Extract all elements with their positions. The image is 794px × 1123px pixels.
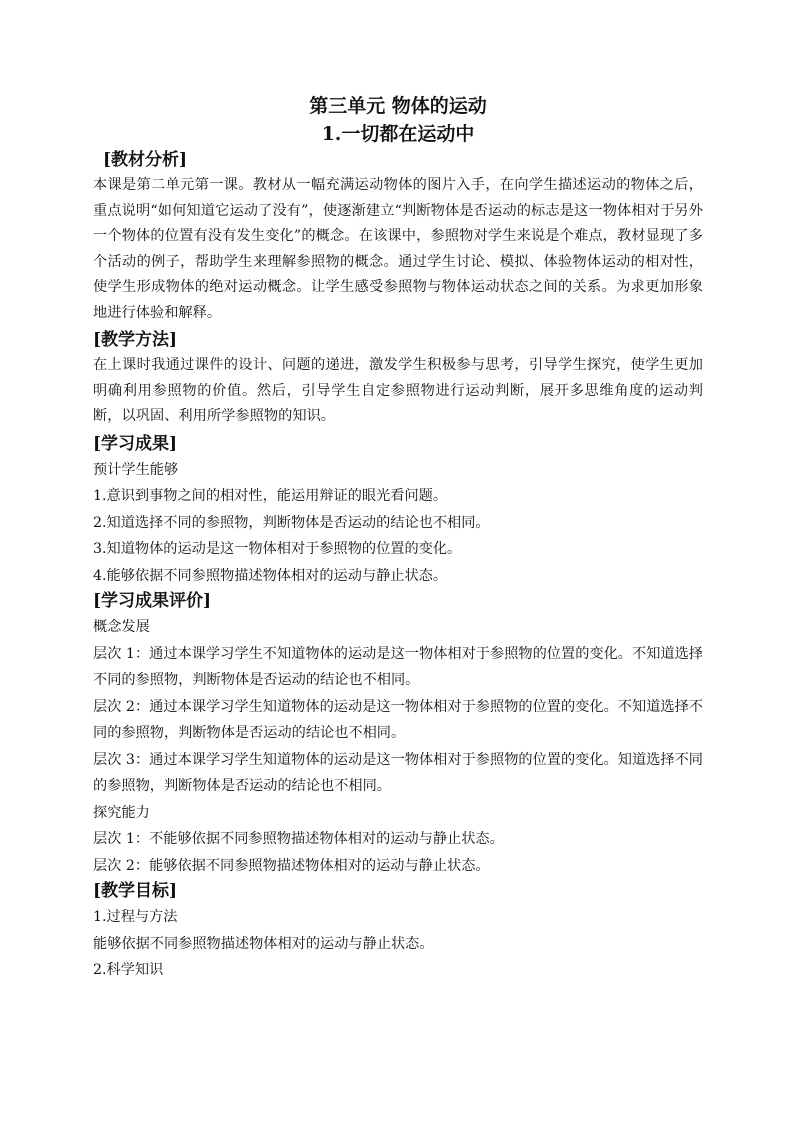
- method-paragraph: 在上课时我通过课件的设计、问题的递进，激发学生积极参与思考，引导学生探究，使学生更加明确利用参照物的价值。然后，引导学生自定参照物进行运动判断，展开多思维角度的运动判断，以巩固、利用所学参照物的知识。: [93, 357, 703, 424]
- outcomes-intro: 预计学生能够: [93, 461, 179, 478]
- section-heading-method: [教学方法]: [93, 330, 178, 350]
- inquiry-level-1: 层次 1：不能够依据不同参照物描述物体相对的运动与静止状态。: [93, 831, 504, 847]
- document-subtitle: 1.一切都在运动中: [321, 123, 475, 145]
- analysis-paragraph: 本课是第二单元第一课。教材从一幅充满运动物体的图片入手，在向学生描述运动的物体之后，重点说明“如何知道它运动了没有”，使逐渐建立“判断物体是否运动的标志是这一物体相对于另外一个物体的位置有没有发生变化”的概念。在该课中，参照物对学生来说是个难点，教材显现了多个活动的例子，帮助学生来理解参照物的概念。通过学生讨论、模拟、体验物体运动的相对性，使学生形成物体的绝对运动概念。让学生感受参照物与物体运动状态之间的关系。为求更加形象地进行体验和解释。: [93, 177, 703, 321]
- concept-level-2: 层次 2：通过本课学习学生知道物体的运动是这一物体相对于参照物的位置的变化。不知道选择不同的参照物，判断物体是否运动的结论也不相同。: [93, 698, 703, 741]
- concept-label: 概念发展: [93, 619, 150, 635]
- concept-level-1: 层次 1：通过本课学习学生不知道物体的运动是这一物体相对于参照物的位置的变化。不知道选择不同的参照物，判断物体是否运动的结论也不相同。: [93, 645, 703, 688]
- list-item: 4.能够依据不同参照物描述物体相对的运动与静止状态。: [93, 567, 448, 584]
- document-page: [93, 92, 703, 984]
- section-heading-analysis: [教材分析]: [103, 150, 188, 170]
- list-item: 1.意识到事物之间的相对性，能运用辩证的眼光看问题。: [93, 488, 448, 504]
- goal-item-1-label: 1.过程与方法: [93, 909, 178, 925]
- section-heading-goals: [教学目标]: [93, 881, 178, 901]
- list-item: 2.知道选择不同的参照物，判断物体是否运动的结论也不相同。: [93, 514, 490, 531]
- section-heading-outcomes: [学习成果]: [93, 433, 178, 454]
- document-title: 第三单元 物体的运动: [309, 95, 487, 117]
- inquiry-level-2: 层次 2：能够依据不同参照物描述物体相对的运动与静止状态。: [93, 857, 490, 874]
- section-heading-evaluation: [学习成果评价]: [93, 591, 212, 611]
- concept-level-3: 层次 3：通过本课学习学生知道物体的运动是这一物体相对于参照物的位置的变化。知道选择不同的参照物，判断物体是否运动的结论也不相同。: [93, 751, 703, 794]
- goal-item-1-text: 能够依据不同参照物描述物体相对的运动与静止状态。: [93, 935, 434, 952]
- list-item: 3.知道物体的运动是这一物体相对于参照物的位置的变化。: [93, 541, 462, 557]
- inquiry-label: 探究能力: [93, 804, 150, 821]
- goal-item-2-label: 2.科学知识: [93, 962, 164, 978]
